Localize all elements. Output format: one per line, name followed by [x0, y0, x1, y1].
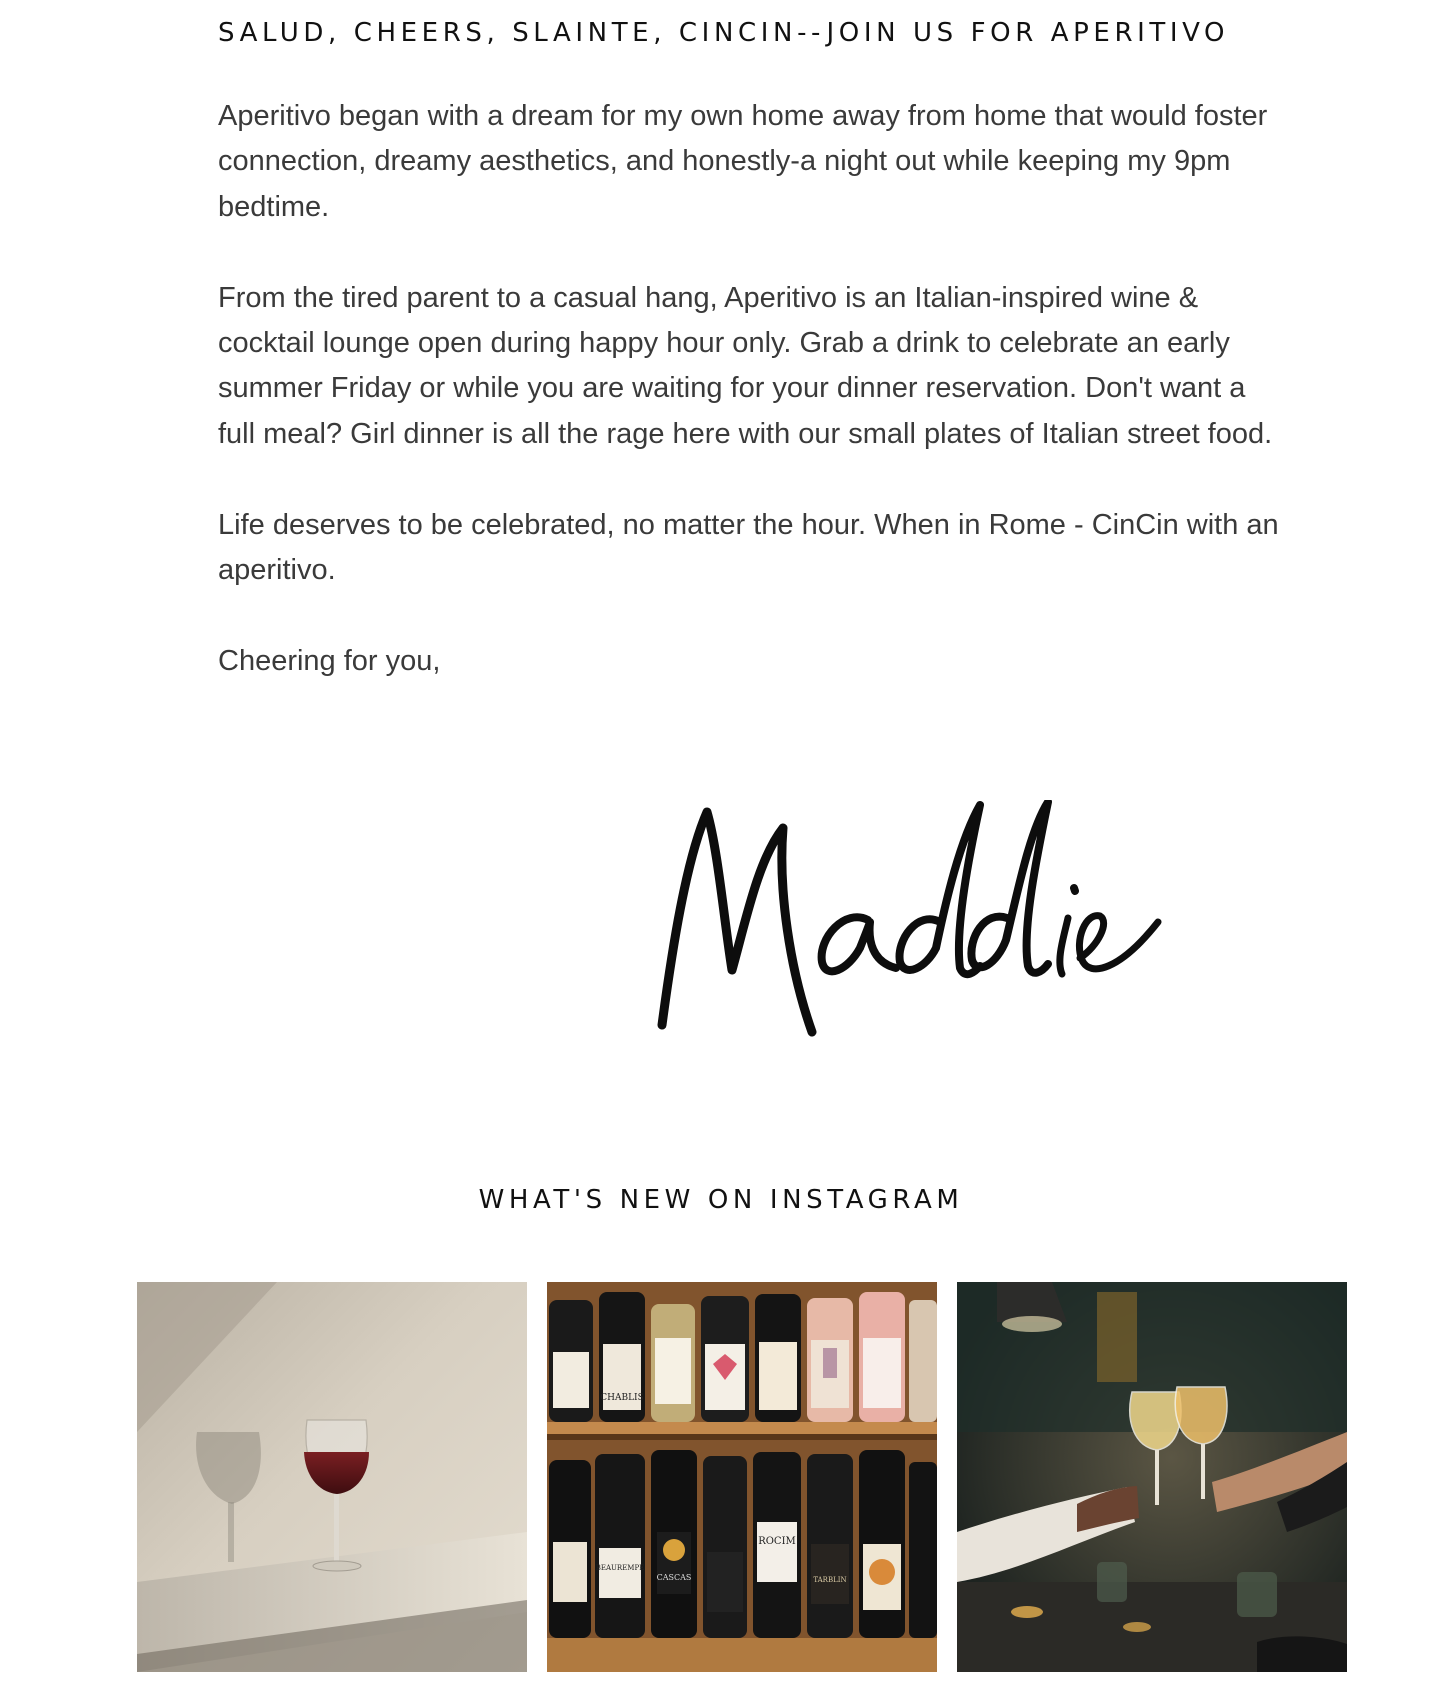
instagram-section-title: WHAT'S NEW ON INSTAGRAM	[478, 1185, 964, 1215]
bottle-label-beaurempe: BEAUREMPE	[595, 1564, 645, 1572]
toast-glasses-photo	[957, 1282, 1347, 1672]
page-heading: SALUD, CHEERS, SLAINTE, CINCIN--JOIN US FOR APERITIVO	[218, 18, 1230, 48]
letter-closing: Cheering for you,	[218, 644, 441, 677]
letter-body	[218, 94, 1283, 730]
instagram-post-wine-glass[interactable]	[137, 1282, 527, 1672]
bottle-label-cascas: CASCAS	[656, 1573, 692, 1582]
bottle-label-rocim: ROCIM	[758, 1536, 796, 1547]
letter-paragraph: Life deserves to be celebrated, no matter the hour. When in Rome - CinCin with an aperitivo.	[218, 508, 1279, 587]
bottle-label-chablis: CHABLIS	[600, 1393, 644, 1403]
instagram-post-toast[interactable]	[957, 1282, 1347, 1672]
bottle-label-tarblin: TARBLIN	[813, 1576, 847, 1584]
letter-paragraph: From the tired parent to a casual hang, Aperitivo is an Italian-inspired wine & cocktail lounge open during happy hour only. Grab a drink to celebrate an early summer Friday or while you are waiting for your dinner reservation. Don't want a full meal? Girl dinner is all the rage here with our small plates of Italian street food.	[218, 281, 1273, 450]
instagram-gallery	[137, 1282, 1347, 1672]
letter-paragraph: Aperitivo began with a dream for my own home away from home that would foster connection, dreamy aesthetics, and honestly-a night out while keeping my 9pm bedtime.	[218, 100, 1268, 223]
instagram-post-wine-shelf[interactable]	[547, 1282, 937, 1672]
wine-bottles-shelf-photo	[547, 1282, 937, 1672]
signature-maddie	[650, 800, 1170, 1090]
wine-glass-shadow-photo	[137, 1282, 527, 1672]
